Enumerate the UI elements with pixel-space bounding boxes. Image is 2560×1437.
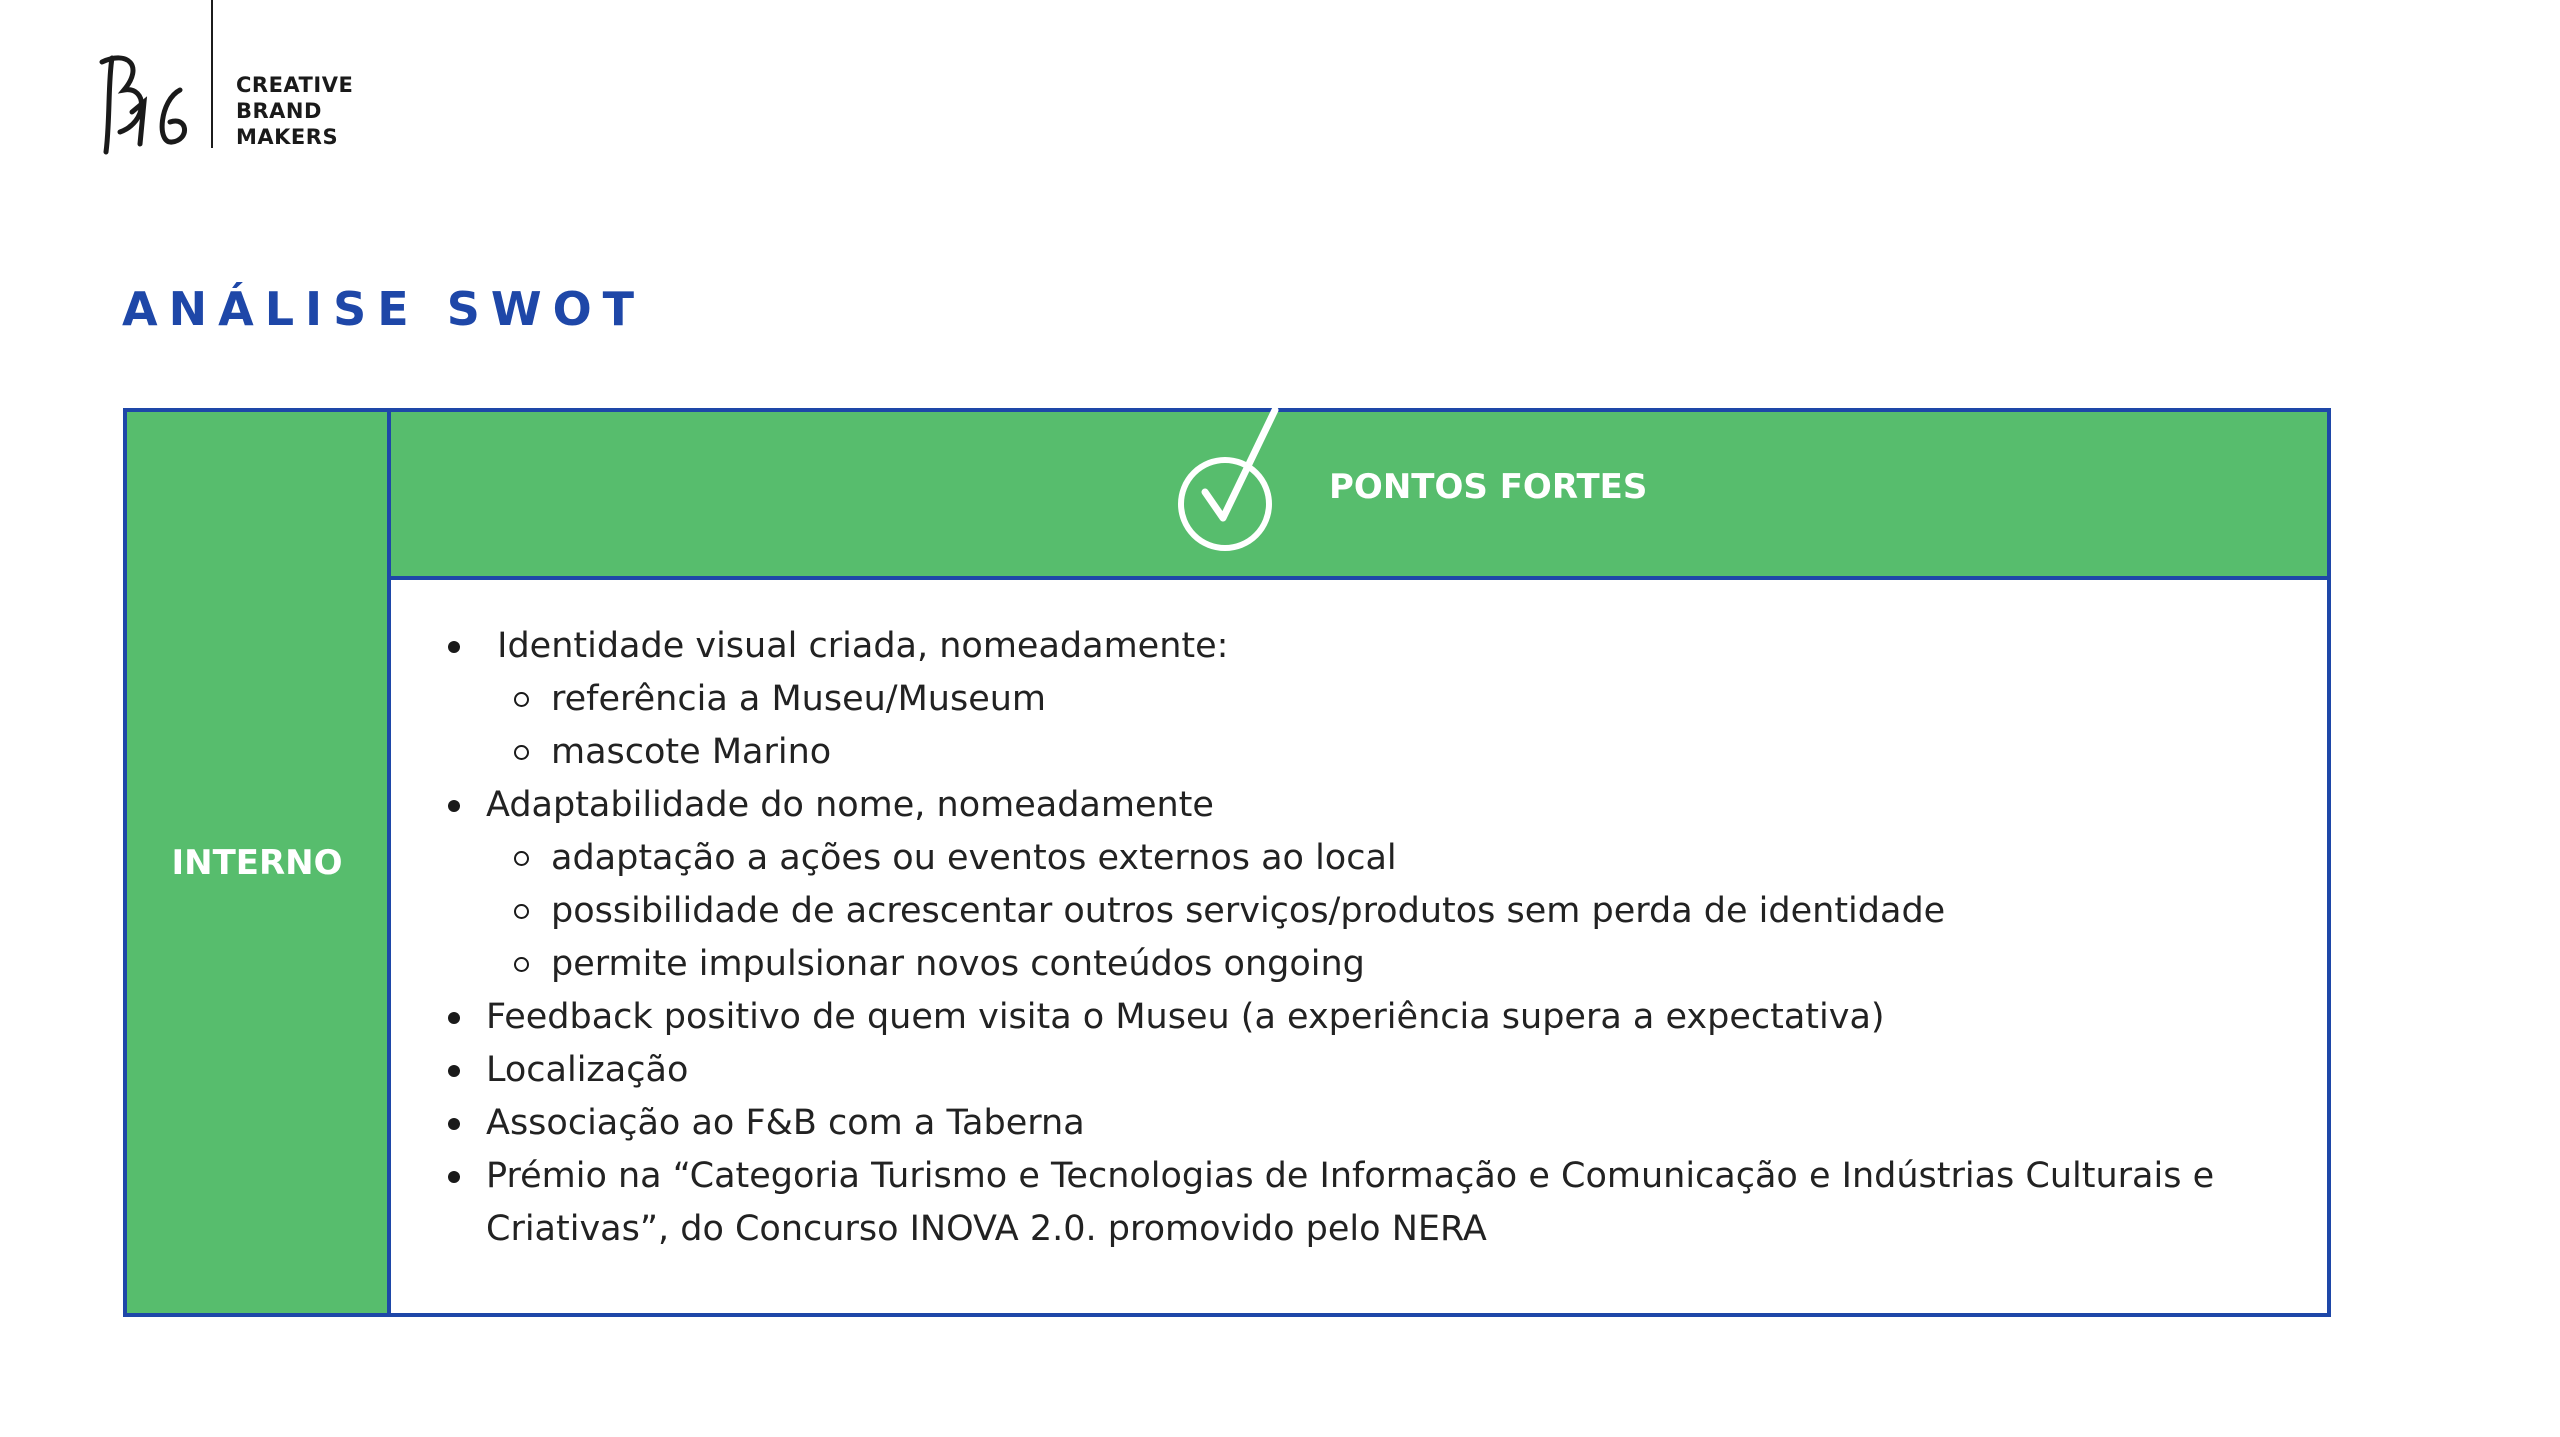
logo-tagline-line: CREATIVE xyxy=(236,73,354,97)
list-item-text: Identidade visual criada, nomeadamente: xyxy=(486,626,1229,666)
logo-tagline xyxy=(236,72,353,150)
list-item-text: Prémio na “Categoria Turismo e Tecnologias de Informação e Comunicação e Indústrias Culturais e Criativas”, do Concurso INOVA 2.0. promovido pelo NERA xyxy=(486,1156,2215,1249)
list-item xyxy=(391,779,2226,832)
page-title: ANÁLISE SWOT xyxy=(122,282,646,336)
list-item-text: Adaptabilidade do nome, nomeadamente xyxy=(486,785,1214,825)
bullet-dot xyxy=(448,1065,460,1077)
brand-logo xyxy=(98,0,398,160)
list-item xyxy=(391,1150,2226,1256)
sub-list-item xyxy=(391,832,2226,885)
sub-bullet-circle xyxy=(514,692,529,707)
list-item-text: Associação ao F&B com a Taberna xyxy=(486,1103,1085,1143)
side-label: INTERNO xyxy=(171,842,343,883)
list-item xyxy=(391,1097,2226,1150)
list-item-text: Feedback positivo de quem visita o Museu (a experiência supera a expectativa) xyxy=(486,997,1885,1037)
sub-list-item-text: referência a Museu/Museum xyxy=(551,679,1047,719)
list-item xyxy=(391,1044,2226,1097)
sub-list-item xyxy=(391,673,2226,726)
sub-list-item-text: permite impulsionar novos conteúdos ongoing xyxy=(551,944,1365,984)
bullet-dot xyxy=(448,1118,460,1130)
header-cell-strengths xyxy=(391,412,2327,580)
sub-list-item xyxy=(391,938,2226,991)
bullet-dot xyxy=(448,800,460,812)
list-item-text: Localização xyxy=(486,1050,689,1090)
side-cell-internal xyxy=(127,412,391,1313)
logo-tagline-line: MAKERS xyxy=(236,125,339,149)
b16-logo-icon xyxy=(98,52,196,156)
content-cell xyxy=(391,580,2327,1313)
logo-tagline-line: BRAND xyxy=(236,99,322,123)
header-label: PONTOS FORTES xyxy=(1329,467,1648,507)
sub-bullet-circle xyxy=(514,745,529,760)
list-item xyxy=(391,991,2226,1044)
logo-divider xyxy=(211,0,213,148)
sub-list-item-text: mascote Marino xyxy=(551,732,832,772)
check-circle-icon xyxy=(1175,406,1285,554)
bullet-dot xyxy=(448,1012,460,1024)
strengths-list xyxy=(391,620,2226,1256)
sub-list-item-text: adaptação a ações ou eventos externos ao local xyxy=(551,838,1397,878)
bullet-dot xyxy=(448,641,460,653)
sub-list-item xyxy=(391,726,2226,779)
bullet-dot xyxy=(448,1171,460,1183)
swot-table xyxy=(123,408,2331,1317)
sub-bullet-circle xyxy=(514,957,529,972)
sub-bullet-circle xyxy=(514,851,529,866)
sub-list-item xyxy=(391,885,2226,938)
sub-list-item-text: possibilidade de acrescentar outros serviços/produtos sem perda de identidade xyxy=(551,891,1946,931)
list-item xyxy=(391,620,2226,673)
sub-bullet-circle xyxy=(514,904,529,919)
